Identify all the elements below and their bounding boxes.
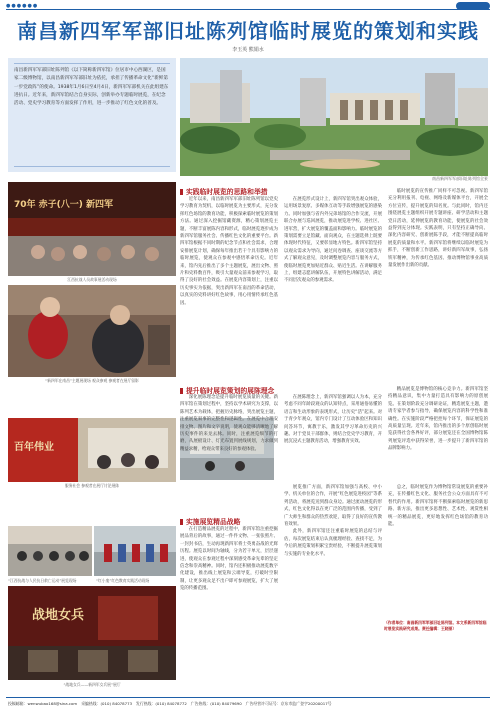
body-paragraph-2: 在展览形式设计上，新四军馆突出观众体验，运用场景复原、多媒体互动等手段增强展览的感染力。同时加强与省内外兄弟场馆的合作交流，开展联合办展与巡回展览，推动展览进学校、进社区、进军营，扩大展览的覆盖面和影响力。临时展览的策划需要立足馆藏、面向观众，在主题选择上既要体现时代特征，又要彰显地方特色。新四军馆坚持以观众需求为导向，通过问卷调查、座谈交流等方式了解观众意见，及时调整展览内容与服务方式，使临时展览更加贴近群众、贴近生活。在讲解服务上，组建志愿讲解队伍，开展特色讲解活动，满足不同层次观众的参观需求。 (284, 197, 382, 284)
body-column-9 (388, 484, 488, 616)
footer-text: 投稿邮箱：wenwubao168@sina.com 采编热线：(010) 84078773 发行热线：(010) 84078772 广告热线：(010) 84079690 广告经营许可证号：京东市监广登字20200017号 (8, 701, 332, 706)
body-column-6 (388, 386, 488, 478)
body-paragraph-7: 在打造精品展览的过程中，新四军馆注重挖掘展品背后的故事，通过一件件文物、一张张照片、一封封书信，生动再现新四军将士英勇奋战的光辉历程。展览以时间为轴线，分为若干单元，层层递进，使观众在参观过程中深刻感受革命先辈的坚定信念和崇高精神。同时，馆内还积极推动展览数字化建设，推出线上展览和云端导览，打破时空限制，让更多观众足不出户即可参观展览，扩大了展览的传播范围。 (180, 527, 278, 592)
photo2-caption: “新四军在南昌”主题展现场 观众参观 参观者在展厅留影 (45, 378, 139, 383)
children-activity-photo (94, 526, 176, 576)
body-paragraph-10: 总之，临时展览作为博物馆常设展览的重要补充，在传播红色文化、服务社会公众方面具有不可替代的作用。新四军馆将不断探索临时展览的新思路、新方法，推出更多思想性、艺术性、观赏性相统一的精品展览，更好地发挥红色场馆的教育功能。 (388, 485, 488, 528)
memorial-hall-photo (180, 58, 488, 176)
photo3-caption: 服务社会 参观者在展厅讨论展陈 (64, 483, 120, 488)
section-marker (180, 189, 183, 195)
banner-text-3: 战地女兵 (32, 608, 85, 623)
masthead-dots: ●●●●●● (6, 3, 39, 9)
section-heading-3 (180, 516, 240, 526)
body-paragraph-4: 深化展陈理念是提升临时展览质量的关键。新四军馆在策划过程中，坚持以学术研究为支撑，以陈列艺术为载体，把握历史脉络，突出展览主题，注重展览叙事的完整性和逻辑性。在展览中合理安排文物、图片和文字说明，使观众能够清晰地了解历史事件的来龙去脉。同时，注重展览细节的打磨，从展板设计、灯光布置到展线规划，力求做到精益求精，给观众带来良好的参观体验。 (180, 395, 278, 452)
body-column-8 (284, 484, 382, 692)
body-paragraph-6: 精品展览是博物馆的核心竞争力。新四军馆坚持精品意识，集中力量打造具有影响力的原创展览。在策划阶段充分调研论证，精选展览主题，邀请专家学者参与指导，确保展览内容的科学性和准确性。在实施阶段严格把控每个环节，保证展览的高质量呈现。近年来，馆内推出的多个原创临时展览获得社会各界好评，部分展览还在全国博物馆陈列展览评选中获得荣誉，进一步提升了新四军馆的品牌影响力。 (388, 387, 488, 452)
abstract-text: 南昌新四军军部旧址陈列馆《以下简称新四军馆》位居市中心西湖区，是国家二级博物馆，以南昌新四军军部旧址为依托，承担了传播革命文化“新鲜第一步党政阵”的使命。1938年1月6日至4月4日，新四军军部机关在此组建东进抗日。近年来，新四军馆结合自身实际，创新举办专题临时展览，在纪念活动、党史学习教育等方面发挥了作用，进一步推动了红色文化的普及。 (14, 63, 170, 167)
section-heading-1-text: 实践临时展览的思路和举措 (186, 188, 268, 196)
banner-text-1: 70年 赤子(八一) 新四军 (14, 200, 114, 210)
body-paragraph-9: 此外，新四军馆还注重临时展览的总结与评估，每次展览结束后认真梳理经验、查找不足，为今后的展览策划积累宝贵经验，不断提升展览策划与实施的专业化水平。 (284, 529, 382, 557)
banner-text (14, 192, 174, 210)
article-author: 李玉英 熊娟水 (232, 47, 264, 53)
body-column-2 (284, 196, 382, 382)
section-heading-3-text: 实施展览精品战略 (186, 518, 241, 526)
masthead-pill (456, 2, 490, 10)
body-paragraph-5: 在展陈理念上，新四军馆强调以人为本，充分考虑不同年龄段观众的认知特点，采用通俗易懂的语言和生动形象的表现形式，让历史“活”起来。对于青少年观众，馆内专门设计了互动体验区和知识问答环节，寓教于乐，激发其学习革命历史的兴趣。对于党员干部群体，则结合党史学习教育，开展沉浸式主题教育活动，增强教育实效。 (284, 395, 382, 445)
discussion-photo (8, 418, 176, 482)
body-column-5 (284, 394, 382, 478)
section-heading-1 (180, 186, 268, 196)
body-column-4 (180, 394, 278, 452)
abstract-box (8, 58, 176, 172)
section-heading-2-text: 提升临时展览策划的展陈理念 (186, 387, 275, 395)
female-soldiers-exhibit-photo (8, 586, 176, 680)
author-footnote: （作者单位：南昌新四军军部旧址陈列馆。本文系新四军馆临时展览实践研究成果。责任编辑：王晓丽） (384, 620, 487, 632)
masthead-rule (6, 9, 490, 10)
footer-rule (6, 697, 490, 698)
photo4-caption: “江西抗战与人民抗日救亡运动”展览现场 (8, 578, 77, 583)
body-paragraph-3: 临时展览的宣传推广同样不可忽视。新四军馆充分利用报刊、电视、网络及新媒体平台，开展全方位宣传，提升展览的知名度。与此同时，馆内还围绕展览主题组织开展专题讲座、研学活动和主题党日活动，延伸展览的教育功能，使展览的社会效益得到充分体现。实践表明，只有坚持正确导向、深化内容研究、创新展陈手段，才能不断提高临时展览的质量和水平。新四军馆将继续以临时展览为抓手，不断创新工作思路，讲好新四军故事，弘扬铁军精神，为传承红色基因、推动博物馆事业高质量发展作出新的贡献。 (388, 189, 488, 269)
body-column-1 (180, 196, 278, 382)
body-column-7 (180, 526, 278, 692)
body-paragraph-8: 展览推广方面，新四军馆加强与高校、中小学、机关单位的合作，开展“红色展览进校园”等系列活动，将展览送到群众身边。通过流动展览的形式，红色文化得以在更广泛的范围内传播，受到了广大师生和群众的热烈欢迎，取得了良好的宣传教育效果。 (284, 485, 382, 528)
body-paragraph-1: 近年以来，南昌新四军军部旧址陈列馆以党史学习教育为契机，以临时展览为主要形式，充分发挥红色场馆的教育功能，积极探索临时展览的策划方法。通过深入挖掘馆藏资源，精心策划展览主题，不断丰富展陈内容和形式，临时展览逐步成为新四军馆服务社会、传播红色文化的重要平台。新四军馆根据不同时期的纪念节点和社会需求，合理安排展览计划，确保每年推出若干个具有影响力的临时展览，使观众在参观中感悟革命历史。近年来，馆内先后推出了多个主题展览，展出文物、照片和史料数百件，吸引大量观众前来参观学习，取得了良好的社会效益。在展览内容策划上，注重以历史事实为依据，突出新四军在南昌的革命活动，以真实的史料讲好红色故事，用心用情传承红色基因。 (180, 197, 278, 306)
article-title: 南昌新四军军部旧址陈列馆临时展览的策划和实践 (17, 19, 479, 43)
youth-education-photo (8, 526, 92, 576)
visitor-photo (8, 285, 176, 377)
banner-text-2: 百年伟业 (14, 442, 54, 453)
photo6-caption: “战地女兵——新四军女兵展”展厅 (63, 682, 121, 687)
top-photo-caption: 南昌新四军军部旧址陈列馆全景 (432, 176, 488, 181)
page-footer (0, 697, 496, 711)
photo1-caption: 江西抗战人员故事展活动现场 (67, 277, 117, 282)
body-column-3 (388, 188, 488, 382)
photo5-caption: “红小鬼”红色教育实践活动现场 (96, 578, 150, 583)
section-marker (180, 519, 183, 525)
masthead-strip (0, 0, 496, 14)
